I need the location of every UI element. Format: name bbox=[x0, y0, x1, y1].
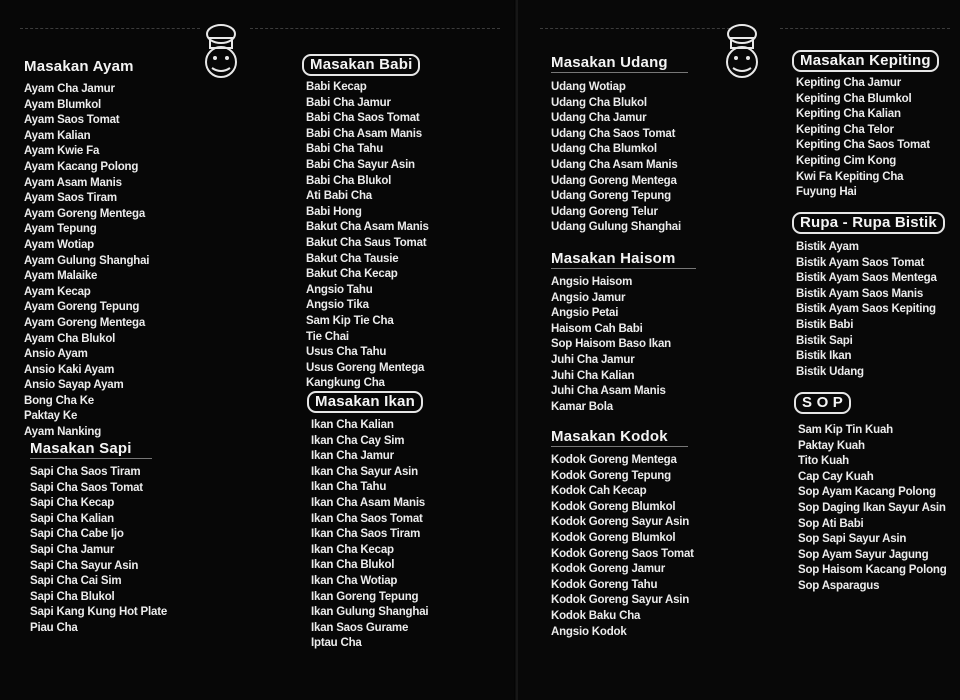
menu-item: Sapi Cha Saos Tomat bbox=[30, 481, 143, 494]
menu-item: Sop Sapi Sayur Asin bbox=[798, 533, 907, 546]
menu-item: Cap Cay Kuah bbox=[798, 470, 874, 483]
menu-item: Ikan Gulung Shanghai bbox=[311, 606, 429, 619]
menu-list bbox=[551, 80, 688, 236]
section-title: Masakan Ikan bbox=[307, 391, 423, 413]
chef-icon bbox=[722, 22, 762, 82]
menu-item: Kepiting Cha Saos Tomat bbox=[796, 139, 930, 152]
menu-list bbox=[306, 80, 429, 392]
menu-item: Ikan Cha Saos Tomat bbox=[311, 512, 423, 525]
menu-item: Kamar Bola bbox=[551, 400, 613, 413]
section-masakan-kodok bbox=[551, 428, 694, 640]
menu-item: Kodok Baku Cha bbox=[551, 609, 641, 622]
menu-item: Ayam Tepung bbox=[24, 223, 97, 236]
menu-item: Sam Kip Tin Kuah bbox=[798, 424, 893, 436]
section-title: Masakan Haisom bbox=[551, 250, 696, 269]
section-title: Masakan Ayam bbox=[24, 58, 134, 75]
menu-item: Udang Goreng Mentega bbox=[551, 174, 677, 187]
menu-item: Bakut Cha Saus Tomat bbox=[306, 236, 427, 249]
menu-item: Kodok Goreng Sayur Asin bbox=[551, 594, 690, 607]
menu-item: Bistik Babi bbox=[796, 318, 854, 331]
menu-item: Sop Ati Babi bbox=[798, 517, 864, 530]
menu-item: Ayam Kecap bbox=[24, 285, 91, 298]
menu-item: Babi Cha Saos Tomat bbox=[306, 112, 420, 125]
menu-item: Kangkung Cha bbox=[306, 377, 385, 390]
menu-item: Udang Cha Asam Manis bbox=[551, 158, 678, 171]
menu-item: Ansio Ayam bbox=[24, 348, 88, 361]
menu-item: Sapi Cha Blukol bbox=[30, 590, 115, 603]
menu-item: Kodok Goreng Saos Tomat bbox=[551, 547, 694, 560]
menu-item: Kepiting Cim Kong bbox=[796, 154, 897, 167]
menu-item: Ayam Blumkol bbox=[24, 98, 102, 111]
menu-item: Kodok Goreng Tahu bbox=[551, 578, 658, 591]
menu-item: Angsio Petai bbox=[551, 307, 619, 320]
menu-item: Ikan Cha Blukol bbox=[311, 559, 395, 572]
menu-item: Ayam Cha Blukol bbox=[24, 332, 116, 345]
menu-item: Babi Hong bbox=[306, 205, 362, 218]
menu-item: Sapi Cha Saos Tiram bbox=[30, 466, 141, 478]
section-masakan-kepiting bbox=[796, 50, 939, 201]
menu-item: Bistik Sapi bbox=[796, 334, 853, 347]
menu-item: Bakut Cha Tausie bbox=[306, 252, 399, 265]
menu-list bbox=[796, 240, 945, 380]
menu-item: Angsio Jamur bbox=[551, 291, 626, 304]
menu-item: Angsio Kodok bbox=[551, 625, 627, 638]
menu-item: Ayam Cha Jamur bbox=[24, 83, 115, 95]
menu-item: Bistik Ayam Saos Kepiting bbox=[796, 303, 936, 316]
menu-item: Udang Wotiap bbox=[551, 81, 626, 93]
menu-item: Ayam Saos Tomat bbox=[24, 114, 120, 127]
menu-item: Babi Cha Blukol bbox=[306, 174, 392, 187]
menu-item: Ayam Wotiap bbox=[24, 238, 95, 251]
menu-item: Bong Cha Ke bbox=[24, 394, 94, 407]
menu-item: Sop Asparagus bbox=[798, 579, 880, 592]
decorative-border-left bbox=[0, 0, 516, 48]
menu-item: Usus Cha Tahu bbox=[306, 346, 387, 359]
menu-item: Ayam Saos Tiram bbox=[24, 192, 117, 205]
menu-item: Ikan Cha Asam Manis bbox=[311, 496, 426, 509]
menu-item: Ayam Goreng Mentega bbox=[24, 316, 146, 329]
section-title: Masakan Kodok bbox=[551, 428, 688, 447]
menu-item: Udang Goreng Telur bbox=[551, 205, 658, 218]
menu-item: Juhi Cha Kalian bbox=[551, 369, 635, 382]
menu-item: Kepiting Cha Telor bbox=[796, 123, 894, 136]
menu-item: Ikan Cha Kalian bbox=[311, 419, 394, 431]
menu-item: Kepiting Cha Jamur bbox=[796, 77, 902, 89]
menu-item: Juhi Cha Jamur bbox=[551, 353, 635, 366]
menu-item: Ansio Kaki Ayam bbox=[24, 363, 115, 376]
menu-item: Kodok Goreng Blumkol bbox=[551, 531, 676, 544]
menu-item: Ikan Cha Kecap bbox=[311, 543, 394, 556]
menu-item: Bistik Ayam Saos Mentega bbox=[796, 272, 937, 285]
section-sop bbox=[798, 392, 947, 595]
menu-item: Sapi Cha Jamur bbox=[30, 543, 115, 556]
menu-item: Tito Kuah bbox=[798, 455, 850, 468]
menu-item: Sapi Cha Kalian bbox=[30, 512, 114, 525]
menu-item: Bakut Cha Kecap bbox=[306, 268, 398, 281]
menu-list bbox=[796, 76, 939, 201]
section-rupa-rupa-bistik bbox=[796, 212, 945, 380]
menu-item: Ati Babi Cha bbox=[306, 190, 372, 203]
section-title: Masakan Babi bbox=[302, 54, 420, 76]
section-title: Rupa - Rupa Bistik bbox=[792, 212, 945, 234]
section-title: S O P bbox=[794, 392, 851, 414]
section-masakan-ikan bbox=[311, 391, 428, 652]
section-title: Masakan Kepiting bbox=[792, 50, 939, 72]
menu-list bbox=[551, 453, 694, 640]
menu-item: Ayam Malaike bbox=[24, 270, 98, 283]
chef-icon bbox=[201, 22, 241, 82]
menu-item: Babi Kecap bbox=[306, 81, 367, 93]
section-masakan-babi bbox=[306, 54, 429, 392]
menu-item: Bistik Ayam Saos Manis bbox=[796, 287, 924, 300]
menu-item: Kodok Goreng Tepung bbox=[551, 469, 671, 482]
menu-list bbox=[30, 465, 167, 637]
menu-item: Bistik Ayam Saos Tomat bbox=[796, 256, 925, 269]
menu-item: Babi Cha Jamur bbox=[306, 96, 391, 109]
section-masakan-udang bbox=[551, 54, 688, 236]
menu-item: Sapi Kang Kung Hot Plate bbox=[30, 606, 168, 619]
menu-list bbox=[24, 82, 149, 441]
menu-item: Babi Cha Tahu bbox=[306, 143, 384, 156]
menu-item: Bistik Udang bbox=[796, 365, 864, 378]
menu-item: Ikan Cha Tahu bbox=[311, 481, 387, 494]
menu-item: Udang Cha Jamur bbox=[551, 112, 647, 125]
section-title: Masakan Sapi bbox=[30, 440, 152, 459]
menu-item: Kodok Cah Kecap bbox=[551, 485, 647, 498]
menu-item: Ikan Cha Saos Tiram bbox=[311, 528, 421, 541]
menu-item: Sapi Cha Cai Sim bbox=[30, 575, 122, 588]
menu-item: Ansio Sayap Ayam bbox=[24, 379, 124, 392]
menu-item: Angsio Tahu bbox=[306, 283, 373, 296]
menu-item: Ayam Nanking bbox=[24, 426, 102, 439]
menu-item: Udang Goreng Tepung bbox=[551, 190, 671, 203]
menu-item: Ayam Goreng Mentega bbox=[24, 207, 146, 220]
menu-item: Paktay Ke bbox=[24, 410, 78, 423]
menu-item: Angsio Haisom bbox=[551, 276, 633, 288]
menu-item: Ayam Gulung Shanghai bbox=[24, 254, 150, 267]
menu-item: Ikan Cha Sayur Asin bbox=[311, 465, 418, 478]
menu-item: Udang Cha Blumkol bbox=[551, 143, 657, 156]
menu-item: Udang Gulung Shanghai bbox=[551, 221, 681, 234]
menu-item: Ayam Goreng Tepung bbox=[24, 301, 140, 314]
menu-item: Kodok Goreng Jamur bbox=[551, 563, 665, 576]
menu-item: Usus Goreng Mentega bbox=[306, 361, 425, 374]
menu-item: Udang Cha Blukol bbox=[551, 96, 647, 109]
menu-item: Ikan Saos Gurame bbox=[311, 621, 409, 634]
menu-list bbox=[311, 418, 428, 652]
menu-item: Kwi Fa Kepiting Cha bbox=[796, 170, 904, 183]
menu-item: Angsio Tika bbox=[306, 299, 369, 312]
menu-item: Sam Kip Tie Cha bbox=[306, 314, 394, 327]
menu-item: Juhi Cha Asam Manis bbox=[551, 385, 666, 398]
section-masakan-ayam bbox=[24, 58, 149, 441]
menu-item: Kodok Goreng Mentega bbox=[551, 454, 677, 466]
menu-item: Haisom Cah Babi bbox=[551, 322, 643, 335]
menu-item: Piau Cha bbox=[30, 621, 78, 634]
menu-item: Babi Cha Asam Manis bbox=[306, 127, 422, 140]
menu-item: Sapi Cha Kecap bbox=[30, 497, 115, 510]
menu-item: Tie Chai bbox=[306, 330, 349, 343]
menu-item: Ikan Cha Cay Sim bbox=[311, 434, 405, 447]
menu-item: Bakut Cha Asam Manis bbox=[306, 221, 429, 234]
menu-list bbox=[798, 423, 947, 595]
menu-item: Ayam Kalian bbox=[24, 129, 91, 142]
section-masakan-haisom bbox=[551, 250, 696, 415]
menu-item: Bistik Ikan bbox=[796, 350, 852, 363]
menu-item: Udang Cha Saos Tomat bbox=[551, 127, 676, 140]
menu-item: Kepiting Cha Blumkol bbox=[796, 92, 912, 105]
menu-item: Sop Haisom Kacang Polong bbox=[798, 564, 947, 577]
menu-item: Sop Daging Ikan Sayur Asin bbox=[798, 501, 946, 514]
menu-item: Kodok Goreng Blumkol bbox=[551, 500, 676, 513]
menu-item: Sapi Cha Cabe Ijo bbox=[30, 528, 124, 541]
menu-item: Paktay Kuah bbox=[798, 439, 865, 452]
menu-item: Sapi Cha Sayur Asin bbox=[30, 559, 139, 572]
menu-list bbox=[551, 275, 696, 415]
menu-item: Babi Cha Sayur Asin bbox=[306, 158, 415, 171]
menu-item: Sop Haisom Baso Ikan bbox=[551, 338, 671, 351]
menu-item: Sop Ayam Sayur Jagung bbox=[798, 548, 929, 561]
menu-item: Kepiting Cha Kalian bbox=[796, 108, 901, 121]
menu-item: Ikan Cha Jamur bbox=[311, 450, 394, 463]
menu-item: Ayam Kwie Fa bbox=[24, 145, 100, 158]
menu-item: Ikan Cha Wotiap bbox=[311, 574, 398, 587]
menu-item: Sop Ayam Kacang Polong bbox=[798, 486, 936, 499]
section-title: Masakan Udang bbox=[551, 54, 688, 73]
menu-item: Iptau Cha bbox=[311, 637, 362, 650]
menu-item: Ikan Goreng Tepung bbox=[311, 590, 419, 603]
menu-item: Kodok Goreng Sayur Asin bbox=[551, 516, 690, 529]
menu-item: Fuyung Hai bbox=[796, 186, 857, 199]
menu-item: Bistik Ayam bbox=[796, 241, 859, 253]
section-masakan-sapi bbox=[30, 440, 167, 637]
menu-item: Ayam Kacang Polong bbox=[24, 160, 139, 173]
menu-item: Ayam Asam Manis bbox=[24, 176, 122, 189]
